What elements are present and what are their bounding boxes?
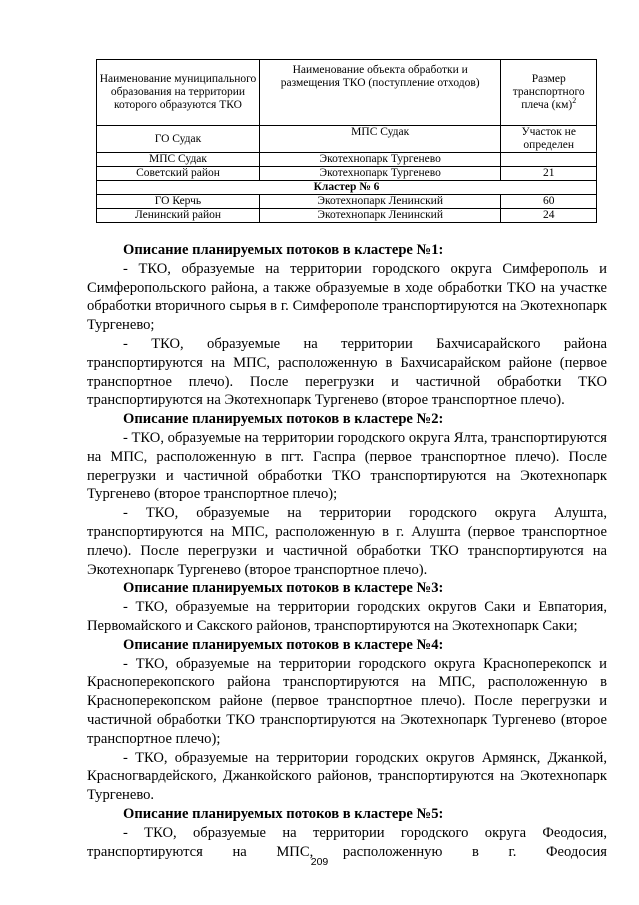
table-row: [97, 195, 597, 209]
table-header-cell: Наименование объекта обработки и размещения ТКО (поступление отходов): [259, 60, 500, 126]
table-cell: Ленинский район: [97, 209, 260, 223]
table-cell: Экотехнопарк Тургенево: [259, 167, 500, 181]
table-cell: ГО Керчь: [97, 195, 260, 209]
table-cell: 60: [501, 195, 597, 209]
table-cell: МПС Судак: [97, 153, 260, 167]
section-heading: Описание планируемых потоков в кластере №2:: [123, 411, 444, 428]
paragraph: - ТКО, образуемые на территории городских округов Саки и Евпатория, Первомайского и Сакского районов, транспортируются на Экотехнопарк Саки;: [87, 599, 607, 634]
table-cell: ГО Судак: [97, 126, 260, 153]
paragraph: - ТКО, образуемые на территории Бахчисарайского района транспортируются на МПС, расположенную в Бахчисарайском районе (первое транспортное плечо). После перегрузки и частичной обработки ТКО транспортируются на Экотехнопарк Тургенево (второе транспортное плечо).: [87, 335, 607, 409]
table-cell: Экотехнопарк Ленинский: [259, 209, 500, 223]
table-cell: 21: [501, 167, 597, 181]
section-heading: Описание планируемых потоков в кластере №1:: [123, 242, 444, 258]
table-row: [97, 167, 597, 181]
section-heading: Описание планируемых потоков в кластере №3:: [123, 580, 444, 597]
table-cluster-row: [97, 181, 597, 195]
table-cell: 24: [501, 209, 597, 223]
footnote-marker: 2: [572, 96, 577, 106]
section-heading: Описание планируемых потоков в кластере №4:: [123, 636, 444, 653]
table-row: [97, 126, 597, 153]
cluster-label: Кластер № 6: [97, 181, 597, 195]
table-row: [97, 209, 597, 223]
table-cell: Участок не определен: [501, 126, 597, 153]
table-cell: Экотехнопарк Ленинский: [259, 195, 500, 209]
header-text: Размер транспортного плеча (км): [512, 73, 585, 111]
paragraph: - ТКО, образуемые на территории городского округа Феодосия, транспортируются на МПС, расположенную в г. Феодосия: [87, 824, 607, 860]
table-header-cell: Наименование муниципального образования на территории которого образуются ТКО: [97, 60, 260, 126]
paragraph: - ТКО, образуемые на территории городского округа Красноперекопск и Красноперекопского района транспортируются на МПС, расположенную в Красноперекопском районе (первое транспортное плечо). После перегрузки и частичной обработки ТКО транспортируются на Экотехнопарк Тургенево (второе транспортное плечо);: [87, 655, 607, 747]
table-cell: МПС Судак: [259, 126, 500, 153]
paragraph: - ТКО, образуемые на территории городского округа Алушта, транспортируются на МПС, расположенную в г. Алушта (первое транспортное плечо). После перегрузки и частичной обработки ТКО транспортируются на Экотехнопарк Тургенево (второе транспортное плечо).: [87, 505, 607, 578]
table-cell: [501, 153, 597, 167]
table-header-cell: [501, 60, 597, 126]
section-heading: Описание планируемых потоков в кластере №5:: [123, 805, 444, 822]
page-number: 209: [310, 856, 329, 868]
table-cell: Экотехнопарк Тургенево: [259, 153, 500, 167]
table-row: [97, 153, 597, 167]
paragraph: - ТКО, образуемые на территории городских округов Армянск, Джанкой, Красногвардейского, Джанкойского районов, транспортируются на Экотехнопарк Тургенево.: [87, 749, 607, 804]
table-header-row: [97, 60, 597, 126]
paragraph: - ТКО, образуемые на территории городского округа Ялта, транспортируются на МПС, расположенную в пгт. Гаспра (первое транспортное плечо). После перегрузки и частичной обработки ТКО транспортируются на Экотехнопарк Тургенево (второе транспортное плечо);: [87, 429, 607, 503]
paragraph: - ТКО, образуемые на территории городского округа Симферополь и Симферопольского района, а также образуемые в ходе обработки ТКО на участке обработки вторичного сырья в г. Симферополе транспортируются на Экотехнопарк Тургенево;: [87, 260, 607, 334]
table-cell: Советский район: [97, 167, 260, 181]
body-text: [87, 241, 607, 861]
data-table: [96, 59, 597, 223]
